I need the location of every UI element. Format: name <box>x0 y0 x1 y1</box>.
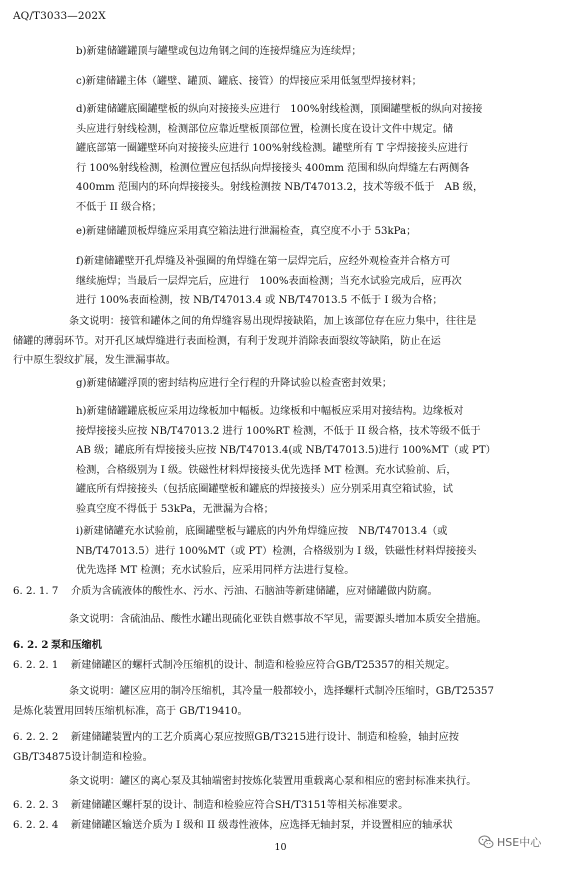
item-g: g)新建储罐浮顶的密封结构应进行全行程的升降试验以检查密封效果； <box>76 378 393 389</box>
clause-6223: 6. 2. 2. 3 新建储罐区螺杆泵的设计、制造和检验应符合SH/T3151等相关标准要求。 <box>13 800 409 811</box>
item-d: d)新建储罐底圈罐壁板的纵向对接接头应进行 100%射线检测，顶圈罐壁板的纵向对接接 头应进行射线检测，检测部位应靠近壁板顶部位置，检测长度在设计文件中规定。储 罐底部第一圈罐壁环向对接接头应进行 100%射线检测。罐壁所有 T 字焊接接头应进行 行 100%射线检测，检测位置应包括纵向焊接接头 400mm 范围和纵向焊缝左右两侧各 400mm 范围内的环向焊接接头。射线检测按 NB/T47013.2，技术等级不低于 AB 级， 不低于 II 级合格； <box>76 104 484 213</box>
clause-6224: 6. 2. 2. 4 新建储罐区输送介质为 I 级和 II 级毒性液体，应选择无轴封泵，并设置相应的轴承状 <box>13 820 453 831</box>
note-4: 条文说明：罐区的离心泵及其轴端密封按炼化装置用重载离心泵和相应的密封标准来执行。 <box>69 776 477 787</box>
item-b: b)新建储罐罐顶与罐壁或包边角钢之间的连接焊缝应为连续焊； <box>76 46 362 57</box>
standard-code-header: AQ/T3033—202X <box>13 10 106 22</box>
clause-6221: 6. 2. 2. 1 新建储罐区的螺杆式制冷压缩机的设计、制造和检验应符合GB/T25357的相关规定。 <box>13 660 456 671</box>
watermark <box>478 834 541 850</box>
note-2: 条文说明：含硫油品、酸性水罐出现硫化亚铁自燃事故不罕见，需要源头增加本质安全措施。 <box>69 614 487 625</box>
page-number: 10 <box>274 842 287 853</box>
note-1: 条文说明：接管和罐体之间的角焊缝容易出现焊接缺陷，加上该部位存在应力集中，往往是 储罐的薄弱环节。对开孔区域焊缝进行表面检测，有利于发现并消除表面裂纹等缺陷，防止在运 行中原生裂纹扩展，发生泄漏事故。 <box>13 316 477 366</box>
item-e: e)新建储罐顶板焊缝应采用真空箱法进行泄漏检查，真空度不小于 53kPa； <box>76 226 417 237</box>
section-622-heading: 6. 2. 2 泵和压缩机 <box>13 639 102 651</box>
item-h: h)新建储罐罐底板应采用边缘板加中幅板。边缘板和中幅板应采用对接结构。边缘板对 接焊接接头应按 NB/T47013.2 进行 100%RT 检测，不低于 II 级合格，技术等级不低于 AB 级；罐底所有焊接接头应按 NB/T47013.4(或 NB/T47013.5)进行 100%MT（或 PT） 检测，合格级别为 I 级。铁磁性材料焊接接头优先选择 MT 检测。充水试验前、后， 罐底所有焊接接头（包括底圈罐壁板和罐底的焊接接头）应分别采用真空箱试验，试 验真空度不得低于 53kPa，无泄漏为合格； <box>76 406 496 515</box>
watermark-label: HSE中心 <box>497 836 542 849</box>
item-f: f)新建储罐壁开孔焊缝及补强圈的角焊缝在第一层焊完后，应经外观检查并合格方可 继续施焊；当最后一层焊完后，应进行 100%表面检测；当充水试验完成后，应再次 进行 100%表面检测，按 NB/T47013.4 或 NB/T47013.5 不低于 I 级为合格； <box>76 256 462 306</box>
clause-6222: 6. 2. 2. 2 新建储罐装置内的工艺介质离心泵应按照GB/T3215进行设计、制造和检验，轴封应按 GB/T34875设计制造和检验。 <box>13 732 459 763</box>
clause-6217: 6. 2. 1. 7 介质为含硫液体的酸性水、污水、污油、石脑油等新建储罐，应对储罐做内防腐。 <box>13 586 438 597</box>
item-c: c)新建储罐主体（罐壁、罐顶、罐底、接管）的焊接应采用低氢型焊接材料； <box>76 76 422 87</box>
item-i: i)新建储罐充水试验前，底圈罐壁板与罐底的内外角焊缝应按 NB/T47013.4（或 NB/T47013.5）进行 100%MT（或 PT）检测，合格级别为 I 级，铁磁性材料焊接接头 优先选择 MT 检测；充水试验后，应采用同样方法进行复检。 <box>76 526 477 576</box>
wechat-icon <box>478 834 494 850</box>
note-3: 条文说明：罐区应用的制冷压缩机，其冷量一般都较小，选择螺杆式制冷压缩时，GB/T25357 是炼化装置用回转压缩机标准，高于 GB/T19410。 <box>13 686 495 717</box>
